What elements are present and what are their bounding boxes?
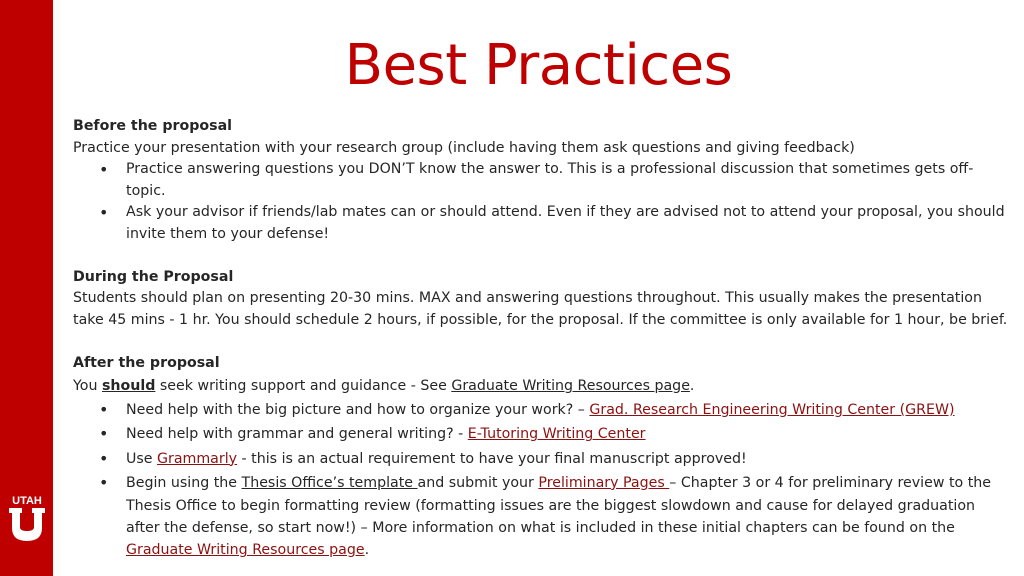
after-intro-emphasis: should (101, 378, 156, 394)
list-item-text: Use (126, 450, 158, 467)
list-item (73, 422, 1003, 446)
list-item-text: – Chapter 3 or 4 for preliminary review to the (669, 474, 992, 491)
bullet-icon: • (99, 400, 109, 419)
slide-body (73, 116, 1008, 561)
logo-u-shape (9, 508, 45, 541)
bullet-icon: • (99, 472, 109, 492)
after-intro-text: seek writing support and guidance - See (155, 378, 452, 394)
list-item-text: Begin using the (126, 474, 242, 491)
list-item-continuation: Thesis Office to begin formatting review (formatting issues are the biggest slowdown and cause for delayed graduation (126, 498, 976, 515)
list-item-continuation: after the defense, so start now!) – More information on what is included in these initial chapters can be found on the (126, 520, 955, 537)
list-item-continuation: invite them to your defense! (126, 225, 330, 242)
spacer (73, 331, 1003, 353)
during-heading: During the Proposal (73, 268, 234, 285)
list-item (73, 447, 1003, 471)
list-item (73, 202, 1003, 224)
bullet-icon: • (99, 160, 109, 179)
list-item-text: Need help with the big picture and how to organize your work? – (126, 402, 590, 418)
before-heading: Before the proposal (73, 118, 233, 134)
preliminary-pages-link[interactable]: Preliminary Pages (538, 474, 670, 491)
bullet-icon: • (99, 203, 109, 222)
after-intro-text: . (689, 378, 695, 394)
grammarly-link[interactable]: Grammarly (157, 450, 238, 467)
before-intro: Practice your presentation with your research group (include having them ask questions and giving feedback) (73, 139, 855, 156)
grew-link[interactable]: Grad. Research Engineering Writing Center (GREW) (589, 402, 955, 418)
list-item (73, 471, 1003, 495)
red-sidebar (0, 0, 53, 576)
spacer (73, 245, 1003, 267)
list-item (73, 398, 1003, 422)
after-intro (73, 374, 1003, 398)
list-item-continuation: topic. (126, 182, 166, 199)
list-item-continuation (73, 539, 1003, 561)
list-item-text: and submit your (417, 474, 539, 491)
during-text-line: Students should plan on presenting 20-30 mins. MAX and answering questions throughout. This usually makes the presentation (73, 290, 982, 306)
slide-title: Best Practices (344, 33, 733, 98)
after-heading: After the proposal (73, 354, 220, 371)
list-item (73, 159, 1003, 181)
list-item-text: . (364, 542, 370, 559)
bullet-icon: • (99, 448, 109, 468)
during-text-line: take 45 mins - 1 hr. You should schedule 2 hours, if possible, for the proposal. If the committee is only available for 1 hour, be brief. (73, 311, 1008, 328)
bullet-icon: • (99, 424, 109, 444)
e-tutoring-link[interactable]: E-Tutoring Writing Center (467, 426, 646, 443)
list-item-text: Need help with grammar and general writing? - (126, 426, 468, 443)
before-bullets (73, 159, 1003, 245)
university-of-utah-logo (5, 493, 49, 543)
list-item-text: Ask your advisor if friends/lab mates can or should attend. Even if they are advised not to attend your proposal, you should (126, 204, 1005, 220)
after-bullets (73, 398, 1003, 561)
thesis-template-link[interactable]: Thesis Office’s template (241, 474, 418, 491)
after-intro-text: You (73, 378, 102, 394)
graduate-writing-resources-link[interactable]: Graduate Writing Resources page (451, 378, 690, 394)
graduate-writing-resources-link[interactable]: Graduate Writing Resources page (126, 542, 365, 559)
utah-logo-icon (5, 493, 49, 543)
list-item-text: - this is an actual requirement to have your final manuscript approved! (237, 450, 747, 467)
list-item-text: Practice answering questions you DON’T know the answer to. This is a professional discussion that sometimes gets off- (126, 161, 974, 177)
logo-wordmark: UTAH (12, 495, 42, 507)
